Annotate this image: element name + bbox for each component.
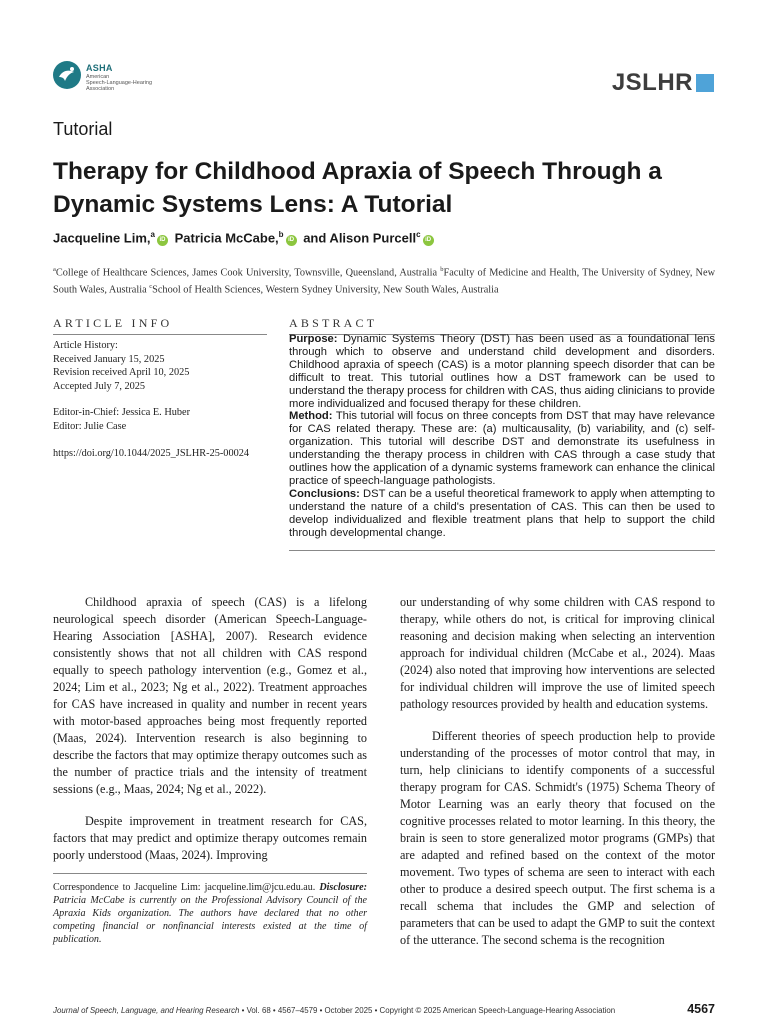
body-paragraph: our understanding of why some children with CAS respond to therapy, while others do not, is critical for improving clinical reasoning and decision making when selecting an intervention approach for individual children (McCabe et al., 2024). Maas (2024) also noted that improving how interventions are selected for individual children will improve the use of limited speech pathology resources provided by health and education systems. [400,595,715,711]
orcid-icon[interactable]: iD [157,235,168,246]
divider [53,873,367,874]
history-label: Article History: [53,340,118,351]
asha-logo [52,60,182,100]
abstract [289,333,715,540]
footnote [53,881,367,946]
purpose-label: Purpose: [289,333,338,345]
abstract-heading: ABSTRACT [289,316,378,330]
received-date: Received January 15, 2025 [53,353,165,365]
purpose-text: Dynamic Systems Theory (DST) has been used as a foundational lens through which to observe and understand child development and disorders. Childhood apraxia of speech (CAS) is a motor planning speech disorder that can be difficult to treat. This tutorial outlines how a DST framework can be used to understand the therapy process for children with CAS, thus aiding clinicians to provide more individualized and focused therapy for these children. [289,333,715,410]
article-info [53,339,267,460]
editor: Editor: Julie Case [53,420,127,432]
footer-pages: 4567–4579 [277,1006,318,1015]
accepted-date: Accepted July 7, 2025 [53,380,146,392]
affiliation: Faculty of Medicine and Health, The University of Sydney, New South Wales, Australia [53,267,715,296]
author-affil-mark: c [416,230,421,239]
abstract-conclusions [289,488,715,540]
journal-brand-text: JSLHR [611,69,693,96]
conclusions-text: DST can be a useful theoretical framework to apply when attempting to understand the nature of a child's presentation of CAS. This can then be used to develop individualized and flexible treatment plans that help to support the child through developmental change. [289,487,715,539]
article-type: Tutorial [53,119,113,139]
abstract-purpose [289,333,715,410]
logo-sub-line: American [86,74,110,80]
body-paragraph: Different theories of speech production help to provide understanding of the processes of motor control that may, in turn, help clinicians to identify components of a successful therapy program for CAS. Schmidt's (1975) Schema Theory of Motor Learning was an early theory that focused on the cognitive processes related to motor learning. In this theory, the brain is seen to store generalized motor programs (GMPs) that are adapted and refined based on the context of the motor movement. Two types of schema are seen to interact with each other to produce a desired speech output. The first schema is a recall schema that includes the GMP and selection of parameters that can be used to adapt the GMP to suit the context of the utterance. The second schema is the recognition [400,729,715,947]
logo-sub-line: Speech-Language-Hearing [86,80,153,86]
journal-brand [612,70,714,96]
divider [289,550,715,551]
logo-sub-line: Association [86,86,115,92]
method-label: Method: [289,410,333,423]
divider [53,334,267,335]
footer-citation: Journal of Speech, Language, and Hearing Research • Vol. 68 • 4567–4579 • October 2025 • Copyright © 2025 American Speech-Language-Hearing Association [53,1006,616,1015]
footer-journal: Journal of Speech, Language, and Hearing Research [53,1006,240,1015]
asha-emblem-icon [52,60,82,90]
editor-in-chief: Editor-in-Chief: Jessica E. Huber [53,407,191,419]
affiliation: School of Health Sciences, Western Sydney University, New South Wales, Australia [152,284,499,296]
footer-copyright: Copyright © 2025 American Speech-Language-Hearing Association [379,1006,616,1015]
brand-square-icon [696,74,714,92]
footer-date: October 2025 [324,1006,373,1015]
abstract-method [289,410,715,487]
revised-date: Revision received April 10, 2025 [53,367,190,379]
article-title: Therapy for Childhood Apraxia of Speech Through a Dynamic Systems Lens: A Tutorial [53,158,662,218]
author-name: Patricia McCabe, [174,230,279,246]
orcid-icon[interactable]: iD [423,235,434,246]
author-name: and Alison Purcell [303,230,417,246]
body-column-right [400,594,715,949]
page-footer [53,1002,715,1016]
orcid-icon[interactable]: iD [286,235,297,246]
author-affil-mark: b [278,230,284,239]
disclosure-text: Patricia McCabe is currently on the Professional Advisory Council of the Apraxia Kids organization. The authors have declared that no other competing financial or nonfinancial interests existed at the time of publication. [53,895,367,945]
page-number: 4567 [687,1002,715,1016]
body-paragraph: Childhood apraxia of speech (CAS) is a lifelong neurological speech disorder (American Speech-Language-Hearing Association [ASHA], 2007). Research evidence consistently shows that not all children with CAS respond equally to speech pathology intervention (e.g., Gomez et al., 2024; Lim et al., 2023; Ng et al., 2022). Treatment approaches for CAS have increased in quality and number in recent years with motor-based approaches being most frequently reported (Maas, 2024). Intervention research is also beginning to describe the factors that may optimize therapy outcomes such as the number of practice trials and the intensity of treatment sessions (e.g., Maas, 2024; Ng et al., 2022). [53,595,367,796]
method-text: This tutorial will focus on three concepts from DST that may have relevance for CAS related therapy. These are: (a) multicausality, (b) variability, and (c) self-organization. This tutorial will describe DST and demonstrate its usefulness in understanding the therapy process in children with CAS through a case study that outlines how the application of a dynamic systems framework can enhance the clinical practice of speech-language pathologists. [289,410,715,487]
affil-mark: b [440,266,444,273]
author-name: Jacqueline Lim, [53,230,151,246]
logo-main-text: ASHA [86,63,113,73]
article-info-heading: ARTICLE INFO [53,316,173,330]
body-column-left [53,594,367,864]
affil-mark: c [149,283,153,291]
correspondence: Correspondence to Jacqueline Lim: jacqueline.lim@jcu.edu.au. [53,882,316,893]
affil-mark: a [53,266,56,273]
doi-link[interactable]: https://doi.org/10.1044/2025_JSLHR-25-00024 [53,447,250,459]
conclusions-label: Conclusions: [289,487,360,500]
body-paragraph: Despite improvement in treatment research for CAS, factors that may predict and optimize therapy outcomes remain poorly understood (Maas, 2024). Improving [53,814,367,862]
author-list [53,230,437,246]
affiliation: College of Healthcare Sciences, James Cook University, Townsville, Queensland, Australia [55,267,438,279]
disclosure-label: Disclosure: [319,882,367,893]
footer-volume: Vol. 68 [246,1006,271,1015]
author-affil-mark: a [150,230,155,239]
affiliations [53,263,715,298]
